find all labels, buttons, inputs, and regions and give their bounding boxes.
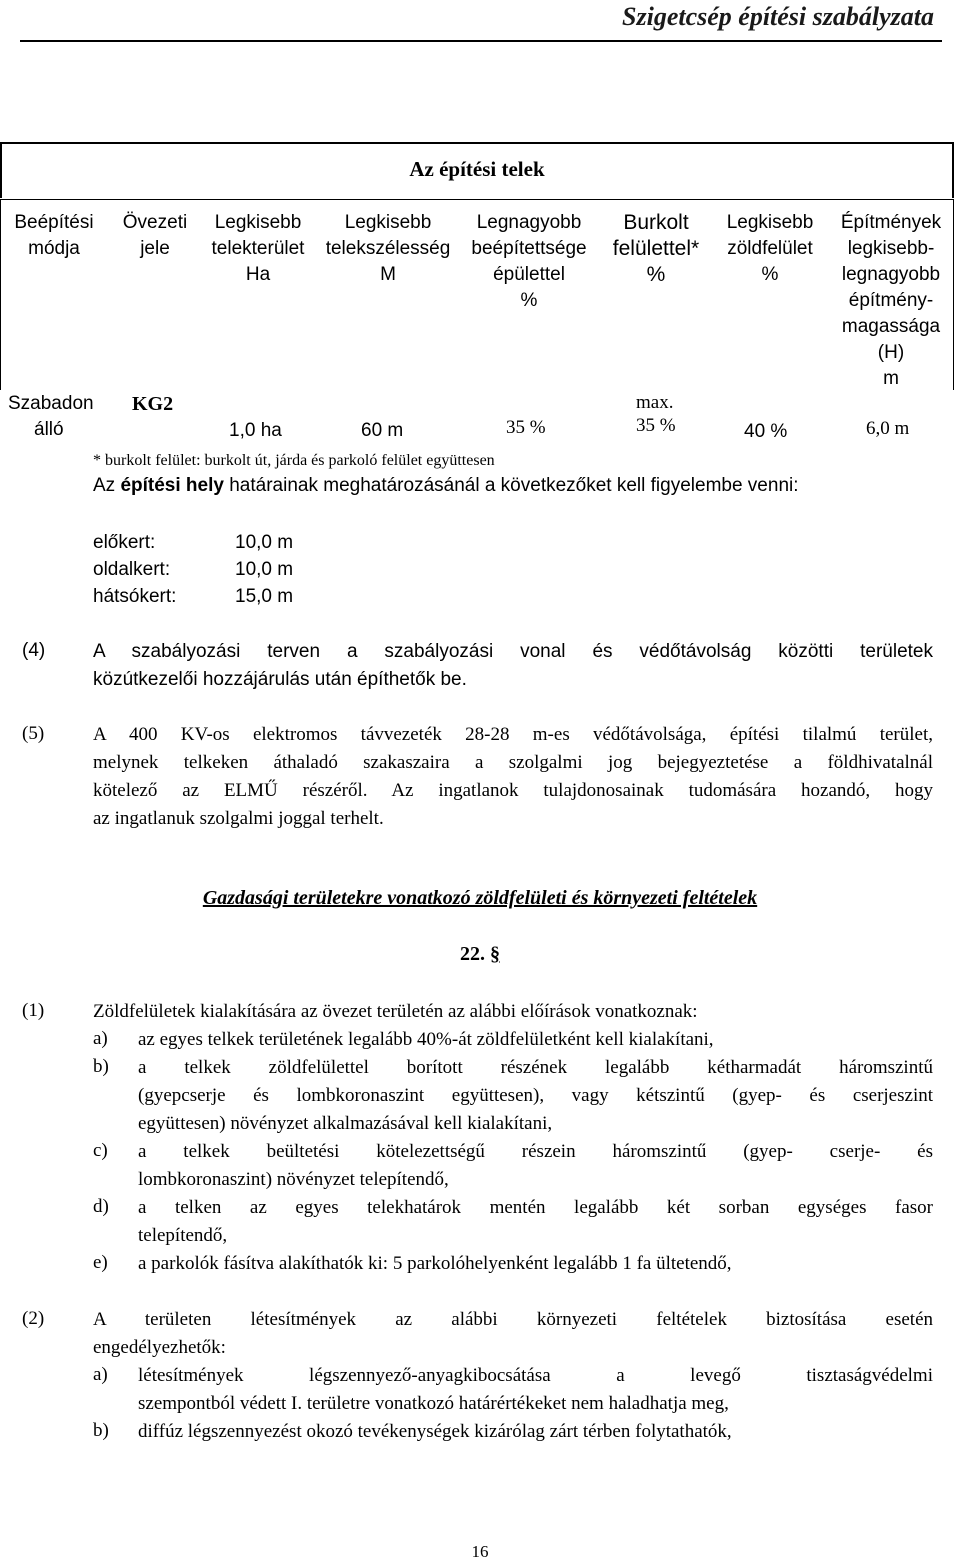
para5-line4: az ingatlanuk szolgalmi joggal terhelt.	[93, 808, 384, 829]
s1-c-line2: lombkoronaszint) növényzet telepítendő,	[138, 1169, 449, 1190]
building-area-intro	[93, 472, 799, 500]
para4-line1: A szabályozási terven a szabályozási vonal és védőtávolság közötti területek	[93, 641, 933, 662]
page-number: 16	[471, 1542, 489, 1561]
col-header-zone: Övezeti jele	[122, 212, 188, 259]
s1-a-label: a)	[93, 1028, 108, 1049]
para5-line1: A 400 KV-os elektromos távvezeték 28-28 m-es védőtávolsága, építési tilalmú terület,	[93, 724, 933, 745]
s1-b-line1: a telkek zöldfelülettel borított részének legalább kétharmadát háromszintű	[138, 1057, 933, 1078]
setback-value: 10,0 m	[235, 559, 294, 580]
setback-label: előkert:	[93, 532, 156, 553]
section-symbol: §	[490, 943, 500, 965]
s1-a-text: az egyes telkek területének legalább 40%-át zöldfelületként kell kialakítani,	[138, 1029, 714, 1050]
col-header-min-width: Legkisebb telekszélesség M	[325, 212, 451, 285]
s1-c-line1: a telkek beültetési kötelezettségű részein háromszintű (gyep- cserje- és	[138, 1141, 933, 1162]
col-header-green: Legkisebb zöldfelület %	[726, 212, 814, 285]
para5-line2: melynek telkeken áthaladó szakaszaira a szolgalmi jog bejegyeztetése a földhivatalnál	[93, 752, 933, 773]
s2-line2: engedélyezhetők:	[93, 1337, 226, 1358]
setback-list	[93, 529, 293, 610]
s2-line1: A területen létesítmények az alábbi környezeti feltételek biztosítása esetén	[93, 1309, 933, 1330]
table-title: Az építési telek	[409, 157, 545, 181]
s1-b-label: b)	[93, 1056, 109, 1077]
intro-pre: Az	[93, 475, 121, 496]
para4-number: (4)	[22, 640, 46, 661]
setback-label: hátsókert:	[93, 586, 177, 607]
table-border-right	[953, 200, 954, 390]
s1-e-text: a parkolók fásítva alakíthatók ki: 5 parkolóhelyenként legalább 1 fa ültetendő,	[138, 1253, 732, 1274]
s2-number: (2)	[22, 1308, 45, 1329]
setback-label: oldalkert:	[93, 559, 171, 580]
s2-b-text: diffúz légszennyezést okozó tevékenységek kizárólag zárt térben folytathatók,	[138, 1421, 732, 1442]
row-min-area: 1,0 ha	[229, 420, 282, 441]
setback-value: 10,0 m	[235, 532, 294, 553]
s2-a-line2: szempontból védett I. területre vonatkozó határértékeket nem haladhatja meg,	[138, 1393, 729, 1414]
para5-line3: kötelező az ELMŰ részéről. Az ingatlanok tulajdonosainak tudomására hozandó, hogy	[93, 780, 933, 801]
setback-row	[93, 529, 293, 556]
s1-c-label: c)	[93, 1140, 108, 1161]
row-paved-max: max.	[636, 392, 674, 413]
section-number	[0, 943, 960, 966]
col-header-max-built: Legnagyobb beépítettsége épülettel %	[471, 212, 587, 311]
row-paved-value: 35 %	[636, 415, 676, 436]
s2-a-line1: létesítmények légszennyező-anyagkibocsátása a levegő tisztaságvédelmi	[138, 1365, 933, 1386]
table-footnote: * burkolt felület: burkolt út, járda és parkoló felület együttesen	[93, 452, 495, 469]
para4-line2: közútkezelői hozzájárulás után építhetők be.	[93, 669, 467, 690]
s1-intro: Zöldfelületek kialakítására az övezet területén az alábbi előírások vonatkoznak:	[93, 1001, 698, 1022]
row-min-width: 60 m	[361, 420, 404, 441]
row-mode-line1: Szabadon	[8, 393, 94, 414]
row-green: 40 %	[744, 421, 788, 442]
table-divider	[0, 199, 954, 200]
col-header-min-area: Legkisebb telekterület Ha	[211, 212, 305, 285]
table-border-left	[0, 200, 1, 390]
intro-bold: építési hely	[120, 475, 224, 496]
s1-e-label: e)	[93, 1252, 108, 1273]
setback-row	[93, 556, 293, 583]
row-max-built: 35 %	[506, 417, 546, 438]
setback-value: 15,0 m	[235, 586, 294, 607]
intro-post: határainak meghatározásánál a következőket kell figyelembe venni:	[223, 475, 799, 496]
col-header-mode: Beépítési módja	[14, 212, 94, 259]
s1-number: (1)	[22, 1000, 45, 1021]
section-num: 22.	[460, 943, 485, 965]
col-header-paved: Burkolt felülettel* %	[612, 211, 700, 286]
s2-a-label: a)	[93, 1364, 108, 1385]
section-heading: Gazdasági területekre vonatkozó zöldfelületi és környezeti feltételek	[202, 887, 758, 909]
s1-b-line3: együttesen) növényzet alkalmazásával kell kialakítani,	[138, 1113, 553, 1134]
s1-d-line2: telepítendő,	[138, 1225, 228, 1246]
row-zone: KG2	[132, 393, 174, 415]
s1-d-line1: a telken az egyes telekhatárok mentén legalább két sorban egységes fasor	[138, 1197, 933, 1218]
s1-b-line2: (gyepcserje és lombkoronaszint együttesen), vagy kétszintű (gyep- és cserjeszint	[138, 1085, 933, 1106]
col-header-height: Építmények legkisebb- legnagyobb építmény- magassága (H) m	[840, 212, 942, 389]
s1-d-label: d)	[93, 1196, 109, 1217]
row-height: 6,0 m	[866, 418, 910, 439]
document-header-title: Szigetcsép építési szabályzata	[622, 2, 934, 31]
s2-b-label: b)	[93, 1420, 109, 1441]
row-mode-line2: álló	[34, 419, 64, 440]
para5-number: (5)	[22, 723, 45, 744]
setback-row	[93, 583, 293, 610]
header-divider	[20, 40, 942, 42]
